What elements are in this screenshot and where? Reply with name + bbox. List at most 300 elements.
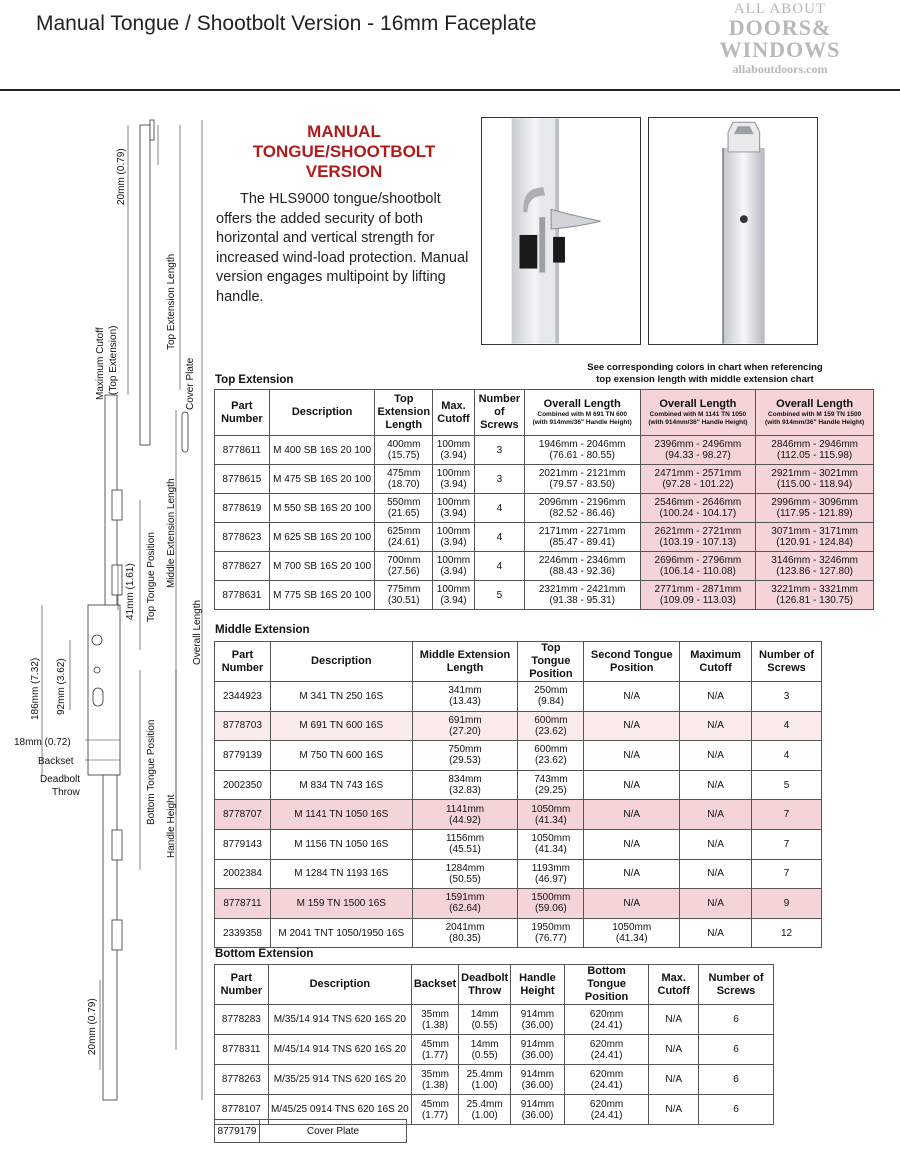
- cell-cutoff: [433, 436, 475, 465]
- color-reference-note: [560, 362, 850, 386]
- cell-handle-value: 914mm: [520, 1008, 555, 1020]
- label-backset: Backset: [38, 756, 74, 767]
- cell-overall-1-value: 2021mm - 2121mm: [538, 468, 626, 479]
- cell-description: [268, 1035, 411, 1065]
- cell-length: [412, 770, 518, 800]
- cell-cutoff-value: N/A: [707, 897, 724, 909]
- col-top-extension-length: Top Extension Length: [375, 390, 433, 436]
- cell-description: [270, 682, 412, 712]
- cell-overall-2-value: (103.19 - 107.13): [659, 537, 737, 548]
- cell-cutoff-value: (3.94): [440, 450, 467, 461]
- label-bottom-tongue-position: Bottom Tongue Position: [146, 719, 157, 825]
- cell-overall-3-value: (123.86 - 127.80): [776, 566, 853, 577]
- cell-screws: [752, 859, 822, 889]
- col-description: Description: [269, 390, 375, 436]
- cell-part-value: 8779139: [223, 749, 262, 761]
- cell-second-tongue-value: N/A: [623, 779, 641, 791]
- cell-length-value: (24.61): [387, 537, 420, 548]
- cell-screws: [698, 1005, 773, 1035]
- cell-part: [215, 465, 270, 494]
- cell-handle: [511, 1035, 565, 1065]
- cell-second-tongue-value: N/A: [623, 809, 641, 821]
- cell-cutoff: [680, 741, 752, 771]
- col-second-tongue-position: Second Tongue Position: [584, 642, 680, 682]
- col-overall-length-2: [640, 390, 756, 436]
- cell-length: [412, 800, 518, 830]
- cell-screws: [752, 711, 822, 741]
- cell-cutoff-value: (3.94): [440, 508, 467, 519]
- cell-cutoff-value: (3.94): [440, 479, 467, 490]
- cell-overall-3: [756, 552, 874, 581]
- cell-second-tongue-value: N/A: [623, 690, 641, 702]
- cell-description-value: M/45/25 0914 TNS 620 16S 20: [270, 1104, 409, 1115]
- cell-second-tongue: [584, 800, 680, 830]
- cell-part-value: 8778619: [222, 502, 262, 514]
- cell-overall-1: [524, 523, 640, 552]
- cell-overall-3-value: 2921mm - 3021mm: [771, 468, 858, 479]
- cell-top-tongue-value: 1050mm: [531, 833, 571, 845]
- cell-part: [215, 859, 271, 889]
- cover-plate-part: 8779179: [215, 1120, 260, 1142]
- cell-overall-1-value: (91.38 - 95.31): [549, 595, 615, 606]
- cell-top-tongue: [518, 889, 584, 919]
- cell-description: [269, 552, 375, 581]
- cell-part: [215, 436, 270, 465]
- cell-overall-1: [524, 436, 640, 465]
- cell-cutoff: [649, 1035, 699, 1065]
- cell-overall-2-value: 2621mm - 2721mm: [654, 526, 742, 537]
- cell-description: [270, 711, 412, 741]
- cell-length-value: (62.64): [449, 903, 481, 915]
- cell-top-tongue-value: 1050mm: [531, 803, 571, 815]
- col-part-number: Part Number: [215, 965, 269, 1005]
- cell-part: [215, 770, 271, 800]
- cell-backset: [411, 1065, 458, 1095]
- cell-description-value: M 550 SB 16S 20 100: [273, 502, 372, 514]
- cell-throw: [459, 1035, 511, 1065]
- cover-plate-desc: Cover Plate: [306, 1125, 360, 1137]
- table-row: [215, 1005, 774, 1035]
- cell-screws: [474, 436, 524, 465]
- ol3-combo: Combined with M 159 TN 1500: [768, 411, 862, 418]
- cell-part-value: 8778707: [223, 809, 262, 821]
- table-row: [215, 523, 874, 552]
- table-row: [215, 581, 874, 610]
- cell-length: [412, 918, 518, 948]
- cell-cutoff: [433, 523, 475, 552]
- cell-length-value: (30.51): [387, 595, 420, 606]
- cell-top-tongue-value: (23.62): [535, 725, 567, 737]
- cell-second-tongue: [584, 918, 680, 948]
- cell-overall-1-value: (88.43 - 92.36): [549, 566, 615, 577]
- cell-description: [269, 494, 375, 523]
- cell-screws-value: 9: [783, 897, 790, 909]
- cell-second-tongue: [584, 682, 680, 712]
- cell-length-value: 2041mm: [445, 922, 485, 934]
- cell-top-tongue-value: (76.77): [535, 933, 567, 945]
- logo-line-1: ALL ABOUT: [733, 1, 827, 17]
- note-line-1: See corresponding colors in chart when referencing: [587, 362, 823, 373]
- cell-part: [215, 918, 271, 948]
- cell-screws-value: 12: [780, 927, 793, 939]
- cell-screws: [474, 552, 524, 581]
- cell-cutoff-value: N/A: [665, 1104, 683, 1115]
- ol1-handle: (with 914mm/36" Handle Height): [532, 419, 632, 426]
- cell-length: [412, 741, 518, 771]
- cell-overall-1-value: 2171mm - 2271mm: [538, 526, 626, 537]
- col-description: Description: [268, 965, 411, 1005]
- cell-bottom-tongue-value: 620mm: [589, 1008, 624, 1020]
- cell-second-tongue-value: N/A: [623, 720, 641, 732]
- col-description: Description: [270, 642, 412, 682]
- cell-part-value: 2002350: [223, 779, 262, 791]
- cell-cutoff: [433, 581, 475, 610]
- cell-throw-value: 14mm: [470, 1008, 499, 1020]
- col-number-of-screws: Number of Screws: [474, 390, 524, 436]
- cell-handle-value: 914mm: [520, 1068, 555, 1080]
- cell-bottom-tongue: [564, 1095, 649, 1125]
- cell-throw-value: (1.00): [471, 1079, 498, 1091]
- cell-overall-1-value: (85.47 - 89.41): [549, 537, 615, 548]
- top-extension-table: [214, 389, 874, 610]
- cell-overall-3-value: 3221mm - 3321mm: [771, 584, 858, 595]
- cell-part-value: 8778311: [222, 1044, 261, 1055]
- cell-top-tongue: [518, 800, 584, 830]
- cell-overall-3: [756, 436, 874, 465]
- table-row: [215, 436, 874, 465]
- cell-second-tongue: [584, 770, 680, 800]
- cell-description: [270, 800, 412, 830]
- cell-bottom-tongue: [564, 1065, 649, 1095]
- label-deadbolt: Deadbolt: [40, 774, 81, 785]
- cell-top-tongue: [518, 829, 584, 859]
- cell-part: [215, 829, 271, 859]
- cell-throw-value: (1.00): [471, 1109, 498, 1121]
- cell-cutoff-value: N/A: [707, 868, 724, 880]
- table-row: [215, 889, 822, 919]
- cell-cutoff: [680, 800, 752, 830]
- cell-backset: [411, 1095, 458, 1125]
- col-part-number: Part Number: [215, 642, 271, 682]
- cell-overall-3: [756, 523, 874, 552]
- cell-length: [412, 859, 518, 889]
- table-row: [215, 859, 822, 889]
- col-part-number: Part Number: [215, 390, 270, 436]
- cell-screws-value: 3: [496, 473, 503, 485]
- cell-description-value: M/35/14 914 TNS 620 16S 20: [273, 1014, 406, 1025]
- cell-overall-1-value: 1946mm - 2046mm: [538, 439, 626, 450]
- cell-overall-3-value: (126.81 - 130.75): [776, 595, 853, 606]
- cell-description-value: M 691 TN 600 16S: [299, 720, 384, 732]
- cell-length-value: 341mm: [448, 685, 482, 697]
- cell-screws: [698, 1035, 773, 1065]
- cell-throw: [459, 1065, 511, 1095]
- cell-length-value: (13.43): [449, 696, 481, 708]
- cell-cutoff-value: N/A: [707, 927, 724, 939]
- cell-part-value: 2339358: [223, 927, 262, 939]
- cell-screws: [698, 1065, 773, 1095]
- cell-second-tongue: [584, 741, 680, 771]
- cell-cutoff-value: N/A: [707, 749, 724, 761]
- cell-part-value: 8778615: [222, 473, 262, 485]
- cell-description-value: M 341 TN 250 16S: [299, 690, 384, 702]
- cell-part: [215, 682, 271, 712]
- cell-top-tongue: [518, 741, 584, 771]
- cell-cutoff: [433, 494, 475, 523]
- col-top-tongue-position: Top Tongue Position: [518, 642, 584, 682]
- cell-top-tongue: [518, 711, 584, 741]
- cell-description-value: M 159 TN 1500 16S: [296, 897, 386, 909]
- middle-extension-table: [214, 641, 822, 948]
- cell-part: [215, 1035, 269, 1065]
- cell-cutoff: [433, 465, 475, 494]
- col-bottom-tongue-position: Bottom Tongue Position: [564, 965, 649, 1005]
- cell-top-tongue-value: 600mm: [534, 744, 568, 756]
- product-photo-shootbolt: [648, 117, 818, 345]
- dim-41mm: 41mm (1.61): [125, 563, 136, 620]
- cell-top-tongue-value: (41.34): [535, 844, 567, 856]
- cell-backset: [411, 1035, 458, 1065]
- cover-plate-row: [214, 1119, 407, 1143]
- cell-cutoff: [680, 711, 752, 741]
- cell-bottom-tongue-value: 620mm: [589, 1068, 624, 1080]
- cell-length: [412, 711, 518, 741]
- cell-overall-1-value: (82.52 - 86.46): [549, 508, 615, 519]
- label-max-cutoff: Maximum Cutoff: [95, 327, 106, 400]
- cell-length: [375, 436, 433, 465]
- col-number-of-screws: Number of Screws: [752, 642, 822, 682]
- cell-length: [375, 494, 433, 523]
- cell-cutoff-value: N/A: [707, 809, 724, 821]
- cell-cutoff: [649, 1005, 699, 1035]
- cell-part: [215, 523, 270, 552]
- cell-second-tongue-value: (41.34): [615, 933, 648, 945]
- cell-length-value: 400mm: [387, 439, 421, 450]
- intro-heading: [216, 122, 472, 182]
- cell-description-value: M 1284 TN 1193 16S: [294, 868, 389, 880]
- cell-length-value: 700mm: [387, 555, 421, 566]
- cell-cutoff: [680, 859, 752, 889]
- cell-part-value: 8779143: [223, 838, 262, 850]
- col-maximum-cutoff: Maximum Cutoff: [680, 642, 752, 682]
- cell-part-value: 8778623: [222, 531, 262, 543]
- cell-length-value: (29.53): [449, 755, 481, 767]
- cell-top-tongue: [518, 770, 584, 800]
- cell-description: [269, 465, 375, 494]
- cell-part-value: 8778631: [222, 589, 262, 601]
- label-top-extension-length: Top Extension Length: [166, 253, 177, 350]
- cell-length: [412, 889, 518, 919]
- cell-overall-2: [640, 436, 756, 465]
- cell-backset-value: (1.77): [421, 1109, 449, 1121]
- cell-top-tongue-value: (46.97): [535, 873, 567, 885]
- cell-throw-value: (0.55): [471, 1019, 498, 1031]
- ol2-title: Overall Length: [659, 398, 737, 410]
- cell-cutoff-value: 100mm: [436, 468, 471, 479]
- cell-description-value: M/45/14 914 TNS 620 16S 20: [273, 1044, 406, 1055]
- cell-length-value: 775mm: [387, 584, 421, 595]
- cell-part-value: 2344923: [223, 690, 262, 702]
- cell-cutoff-value: (3.94): [440, 537, 467, 548]
- cell-handle-value: (36.00): [521, 1019, 554, 1031]
- ol3-handle: (with 914mm/36" Handle Height): [765, 419, 865, 426]
- cell-description-value: M 700 SB 16S 20 100: [273, 560, 372, 572]
- cell-part: [215, 889, 271, 919]
- cell-description-value: M 750 TN 600 16S: [299, 749, 384, 761]
- cell-length-value: 750mm: [448, 744, 482, 756]
- cell-cutoff-value: 100mm: [436, 439, 471, 450]
- cell-bottom-tongue-value: (24.41): [590, 1019, 623, 1031]
- cell-second-tongue-value: N/A: [623, 749, 641, 761]
- cell-description: [270, 918, 412, 948]
- cell-screws: [752, 889, 822, 919]
- note-line-2: top exension length with middle extension chart: [596, 374, 814, 385]
- cell-second-tongue-value: N/A: [623, 897, 641, 909]
- cell-screws-value: 5: [783, 779, 790, 791]
- cell-part: [215, 581, 270, 610]
- lock-dimension-diagram: [0, 110, 210, 1110]
- cell-overall-3-value: 2996mm - 3096mm: [771, 497, 858, 508]
- dim-92mm: 92mm (3.62): [56, 658, 67, 715]
- cell-top-tongue-value: (59.06): [535, 903, 567, 915]
- cell-second-tongue-value: N/A: [623, 838, 641, 850]
- brand-logo[interactable]: [700, 2, 860, 75]
- cell-length: [375, 581, 433, 610]
- cell-description: [268, 1065, 411, 1095]
- cell-screws-value: 4: [496, 502, 503, 514]
- cell-backset-value: 45mm: [421, 1038, 449, 1050]
- cell-overall-1-value: 2321mm - 2421mm: [538, 584, 626, 595]
- cell-length-value: 1284mm: [445, 862, 485, 874]
- cell-length-value: (80.35): [449, 933, 481, 945]
- cell-overall-2-value: (100.24 - 104.17): [659, 508, 737, 519]
- bottom-extension-label: Bottom Extension: [215, 948, 314, 960]
- label-handle-height: Handle Height: [166, 794, 177, 858]
- table-row: [215, 918, 822, 948]
- top-extension-label: Top Extension: [215, 374, 294, 386]
- cell-cutoff-value: N/A: [665, 1044, 683, 1055]
- cell-overall-3: [756, 465, 874, 494]
- cell-description: [269, 436, 375, 465]
- col-max-cutoff: Max. Cutoff: [649, 965, 699, 1005]
- cell-description: [270, 859, 412, 889]
- cell-handle-value: 914mm: [520, 1098, 555, 1110]
- cell-top-tongue-value: (9.84): [537, 696, 564, 708]
- cell-second-tongue-value: 1050mm: [612, 922, 652, 934]
- cell-cutoff: [680, 889, 752, 919]
- cell-screws-value: 4: [783, 749, 790, 761]
- cell-bottom-tongue-value: (24.41): [590, 1049, 623, 1061]
- cell-cutoff-value: 100mm: [436, 526, 471, 537]
- col-middle-extension-length: Middle Extension Length: [412, 642, 518, 682]
- cell-description-value: M 1141 TN 1050 16S: [294, 809, 389, 821]
- cell-part-value: 8778107: [221, 1104, 261, 1115]
- cell-bottom-tongue-value: 620mm: [589, 1098, 624, 1110]
- cell-cutoff: [680, 770, 752, 800]
- cell-throw-value: 14mm: [470, 1038, 499, 1050]
- cell-overall-2-value: (94.33 - 98.27): [665, 450, 731, 461]
- cell-screws-value: 3: [783, 690, 790, 702]
- cell-overall-1: [524, 552, 640, 581]
- cell-length: [375, 465, 433, 494]
- cell-handle-value: (36.00): [521, 1109, 554, 1121]
- cell-overall-3-value: (120.91 - 124.84): [776, 537, 853, 548]
- cell-handle-value: (36.00): [521, 1049, 554, 1061]
- cell-handle: [511, 1095, 565, 1125]
- bottom-extension-table: [214, 964, 774, 1125]
- cell-length-value: (50.55): [449, 873, 481, 885]
- col-deadbolt-throw: Deadbolt Throw: [459, 965, 511, 1005]
- label-max-cutoff-sub: (Top Extension): [108, 325, 119, 395]
- label-cover-plate: Cover Plate: [185, 357, 196, 410]
- cell-cutoff-value: (3.94): [440, 566, 467, 577]
- cell-backset: [411, 1005, 458, 1035]
- table-row: [215, 494, 874, 523]
- cell-top-tongue-value: (23.62): [535, 755, 567, 767]
- cell-screws-value: 7: [783, 868, 790, 880]
- cell-overall-2-value: (106.14 - 110.08): [659, 566, 736, 577]
- cell-bottom-tongue-value: (24.41): [590, 1079, 623, 1091]
- cell-top-tongue-value: (41.34): [535, 814, 567, 826]
- cell-backset-value: 35mm: [421, 1068, 449, 1080]
- cell-cutoff-value: N/A: [707, 779, 724, 791]
- cell-length-value: (32.83): [449, 785, 481, 797]
- cell-screws-value: 4: [496, 531, 503, 543]
- col-backset: Backset: [411, 965, 458, 1005]
- cell-overall-2: [640, 465, 756, 494]
- col-overall-length-3: [756, 390, 874, 436]
- col-max-cutoff: Max. Cutoff: [433, 390, 475, 436]
- cell-backset-value: (1.38): [421, 1079, 449, 1091]
- table-row: [215, 770, 822, 800]
- cell-backset-value: 35mm: [421, 1008, 449, 1020]
- cell-cutoff: [649, 1065, 699, 1095]
- cell-length: [375, 552, 433, 581]
- cell-second-tongue: [584, 711, 680, 741]
- cell-part-value: 8778611: [222, 444, 261, 456]
- cell-second-tongue-value: N/A: [623, 868, 641, 880]
- cell-overall-2: [640, 523, 756, 552]
- cell-cutoff: [649, 1095, 699, 1125]
- cell-cutoff-value: (3.94): [440, 595, 467, 606]
- logo-url: allaboutdoors.com: [732, 62, 828, 76]
- cell-overall-1: [524, 465, 640, 494]
- col-number-of-screws: Number of Screws: [698, 965, 773, 1005]
- cell-description: [270, 829, 412, 859]
- cell-overall-3-value: (112.05 - 115.98): [777, 450, 853, 461]
- cell-screws: [474, 581, 524, 610]
- cell-length-value: (15.75): [387, 450, 420, 461]
- cell-screws: [474, 523, 524, 552]
- cell-cutoff-value: N/A: [665, 1014, 683, 1025]
- cell-overall-3-value: (117.95 - 121.89): [776, 508, 853, 519]
- cell-screws: [752, 800, 822, 830]
- cell-top-tongue-value: 1193mm: [531, 862, 570, 874]
- cell-cutoff: [680, 682, 752, 712]
- cell-length-value: (27.20): [449, 725, 481, 737]
- cell-length-value: 1156mm: [445, 833, 485, 845]
- cell-screws: [752, 741, 822, 771]
- cell-second-tongue: [584, 859, 680, 889]
- cell-overall-3: [756, 581, 874, 610]
- intro-heading-line-2: TONGUE/SHOOTBOLT: [252, 142, 436, 161]
- cell-description-value: M 1156 TN 1050 16S: [294, 838, 389, 850]
- table-row: [215, 741, 822, 771]
- cell-overall-1-value: (76.61 - 80.55): [549, 450, 615, 461]
- table-row: [215, 552, 874, 581]
- cell-cutoff-value: 100mm: [436, 555, 471, 566]
- cell-overall-2: [640, 494, 756, 523]
